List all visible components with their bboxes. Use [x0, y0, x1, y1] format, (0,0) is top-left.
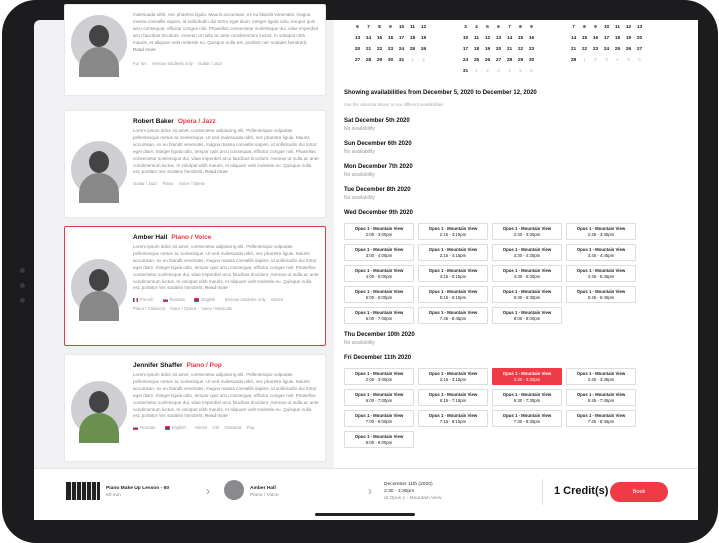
- booking-time: 2:30 - 3:30pm: [384, 489, 415, 494]
- teacher-tags: [133, 295, 319, 313]
- time-slot[interactable]: [492, 307, 562, 324]
- slot-time: 5:45 - 6:45pm: [587, 294, 615, 300]
- calendar-day[interactable]: 2: [422, 58, 425, 63]
- calendar-day[interactable]: 27: [636, 47, 643, 52]
- avatar: [71, 141, 127, 197]
- tag: Piano: [162, 181, 174, 187]
- teacher-bio: malesuada nibh, nec pharetra ligula. Mauris accumsan, ex eu blandit venenatis, magna massa convallis sapien, id sollicitudin dui tortor eget diam. Integer ligula odio, tempor quis arcu consequat, efficitur congue nisl. Phasellus consectetur scelerisque dui, vitae imperdiet arcu faucibus tincidunt. Aenean ut nulla ac ante condimentum luctus. In volutpat nibh mauris, et aliquam velit molestie eu. Quisque nulla est, porttitor nec sodales hendrerit, Read more: [133, 12, 319, 52]
- slot-location: Opus 1 - Mountain View: [576, 391, 626, 397]
- slot-location: Opus 1 - Mountain View: [428, 370, 478, 376]
- calendar-day[interactable]: 29: [376, 58, 383, 63]
- day-title: Thu December 10th 2020: [344, 332, 415, 338]
- calendar-day[interactable]: 24: [398, 47, 405, 52]
- calendar-day[interactable]: 14: [570, 36, 577, 41]
- time-slot[interactable]: [344, 223, 414, 240]
- teacher-tags: [133, 179, 319, 188]
- slot-location: Opus 1 - Mountain View: [354, 391, 404, 397]
- calendar-day[interactable]: 1: [411, 58, 414, 63]
- calendar-month[interactable]: [352, 22, 429, 66]
- calendar-day[interactable]: 11: [614, 25, 621, 30]
- slot-location: Opus 1 - Mountain View: [576, 246, 626, 252]
- calendar-day[interactable]: 6: [356, 25, 359, 30]
- time-slot[interactable]: [418, 410, 488, 427]
- slot-location: Opus 1 - Mountain View: [576, 412, 626, 418]
- tag: Pop: [246, 425, 255, 431]
- chevron-right-icon: ›: [368, 484, 372, 498]
- calendar-day[interactable]: 19: [484, 47, 491, 52]
- calendar-day[interactable]: 26: [484, 58, 491, 63]
- time-slot[interactable]: [344, 410, 414, 427]
- calendar-week: [352, 33, 429, 44]
- teacher-genre: Piano / Pop: [186, 362, 222, 369]
- slot-location: Opus 1 - Mountain View: [428, 309, 478, 315]
- calendar-day[interactable]: 4: [475, 25, 478, 30]
- calendar-day[interactable]: 13: [354, 36, 361, 41]
- teacher-genre: Piano / Voice: [171, 234, 212, 241]
- calendar-day[interactable]: 31: [398, 58, 405, 63]
- slot-location: Opus 1 - Mountain View: [502, 246, 552, 252]
- read-more-link[interactable]: Read more: [205, 413, 228, 419]
- calendar-day[interactable]: 22: [376, 47, 383, 52]
- slot-location: Opus 1 - Mountain View: [576, 225, 626, 231]
- calendar-day[interactable]: 7: [572, 25, 575, 30]
- tag: Classical: [224, 425, 242, 431]
- uk-flag-icon: [165, 426, 170, 430]
- day-title: Sat December 5th 2020: [344, 118, 410, 124]
- calendar-day[interactable]: 16: [592, 36, 599, 41]
- slot-location: Opus 1 - Mountain View: [428, 412, 478, 418]
- calendar-day[interactable]: 20: [636, 36, 643, 41]
- footer-teacher-genre: Piano / Voice: [250, 493, 279, 498]
- calendar-day[interactable]: 7: [508, 25, 511, 30]
- teacher-name: Jennifer Shaffer Piano / Pop: [133, 362, 222, 369]
- calendar-day[interactable]: 11: [473, 36, 480, 41]
- time-slot-grid: [344, 368, 636, 448]
- slot-location: Opus 1 - Mountain View: [502, 225, 552, 231]
- slot-time: 7:45 - 8:45pm: [587, 418, 615, 424]
- russia-flag-icon: [163, 298, 168, 302]
- no-availability-text: No availability: [344, 126, 375, 132]
- calendar-month[interactable]: [460, 22, 537, 77]
- calendar-day[interactable]: 6: [530, 69, 533, 74]
- slot-time: 6:30 - 7:30pm: [513, 397, 541, 403]
- calendar-day[interactable]: 13: [636, 25, 643, 30]
- slot-time: 7:15 - 8:15pm: [439, 418, 467, 424]
- language-tag: French: [133, 297, 157, 302]
- time-slot[interactable]: [418, 223, 488, 240]
- time-slot[interactable]: [418, 265, 488, 282]
- time-slot[interactable]: [566, 410, 636, 427]
- calendar-hint: Use the calendar above to see different availabilities: [344, 102, 444, 107]
- time-slot[interactable]: [492, 223, 562, 240]
- calendar-day[interactable]: 18: [473, 47, 480, 52]
- slot-time: 4:00 - 5:00pm: [365, 273, 393, 279]
- slot-time: 2:15 - 3:15pm: [439, 376, 467, 382]
- slot-time: 7:45 - 8:45pm: [439, 315, 467, 321]
- slot-location: Opus 1 - Mountain View: [354, 370, 404, 376]
- calendar-day[interactable]: 14: [506, 36, 513, 41]
- time-slot[interactable]: [344, 431, 414, 448]
- slot-time: 6:00 - 7:00pm: [365, 315, 393, 321]
- calendar-week: [568, 33, 645, 44]
- calendar-day[interactable]: 11: [409, 25, 416, 30]
- day-title: Fri December 11th 2020: [344, 355, 412, 361]
- app-screen: [34, 12, 698, 520]
- russia-flag-icon: [133, 426, 138, 430]
- teacher-card[interactable]: [64, 4, 326, 96]
- time-slot[interactable]: [492, 244, 562, 261]
- slot-time: 3:00 - 4:00pm: [365, 252, 393, 258]
- slot-location: Opus 1 - Mountain View: [502, 370, 552, 376]
- slot-time: 5:15 - 6:15pm: [439, 294, 467, 300]
- footer-teacher-name: Amber Hall: [250, 486, 276, 491]
- tag: Piano / Classical: [133, 306, 165, 312]
- slot-time: 2:30 - 3:30pm: [513, 231, 541, 237]
- slot-location: Opus 1 - Mountain View: [576, 267, 626, 273]
- teacher-bio: Lorem ipsum dolor sit amet, consectetur adipiscing elit. Pellentesque vulputate pellentesque metus ac scelerisque. Ut sed malesuada nibh, nec pharetra ligula. Mauris accumsan, ex eu blandit venenatis, magna massa convallis sapien, id sollicitudin dui tortor eget diam. Integer ligula odio, tempor quis arcu consequat, efficitur congue nisl. Phasellus consectetur scelerisque dui, vitae imperdiet arcu faucibus tincidunt. Aenean ut nulla ac ante condimentum luctus. In volutpat nibh mauris, et aliquam velit molestie eu. Quisque nulla est, porttitor nec sodales hendrerit, Read more: [133, 128, 319, 175]
- slot-location: Opus 1 - Mountain View: [428, 288, 478, 294]
- calendar-day[interactable]: 9: [530, 25, 533, 30]
- teacher-bio: Lorem ipsum dolor sit amet, consectetur adipiscing elit. Pellentesque vulputate pellentesque metus ac scelerisque. Ut sed malesuada nibh, nec pharetra ligula. Mauris accumsan, ex eu blandit venenatis, magna massa convallis sapien, id sollicitudin dui tortor eget diam. Integer ligula odio, tempor quis arcu consequat, efficitur congue nisl. Phasellus consectetur scelerisque dui, vitae imperdiet arcu faucibus tincidunt. Aenean ut nulla ac ante condimentum luctus. In volutpat nibh mauris, et aliquam velit molestie eu. Quisque nulla est, porttitor nec sodales hendrerit, Read more: [133, 372, 319, 419]
- calendar-day[interactable]: 19: [625, 36, 632, 41]
- time-slot[interactable]: [344, 368, 414, 385]
- calendar-week: [568, 55, 645, 66]
- tablet-side-button: [20, 298, 25, 303]
- slot-location: Opus 1 - Mountain View: [354, 267, 404, 273]
- teacher-genre: Opera / Jazz: [177, 118, 216, 125]
- calendar-week: [352, 44, 429, 55]
- slot-location: Opus 1 - Mountain View: [354, 309, 404, 315]
- teacher-avatar: [224, 480, 244, 500]
- calendar-day[interactable]: 1: [475, 69, 478, 74]
- slot-time: 3:30 - 4:30pm: [513, 252, 541, 258]
- language-tag: English: [165, 425, 190, 430]
- calendar-day[interactable]: 23: [592, 47, 599, 52]
- calendar-day[interactable]: 3: [497, 69, 500, 74]
- calendar-week: [460, 66, 537, 77]
- home-indicator: [315, 513, 415, 516]
- calendar-day[interactable]: 10: [398, 25, 405, 30]
- tag: Guitar / Jazz: [198, 61, 223, 67]
- teacher-card[interactable]: [64, 354, 326, 462]
- language-tag: Russian: [163, 297, 190, 302]
- calendar-day[interactable]: 19: [420, 36, 427, 41]
- slot-location: Opus 1 - Mountain View: [354, 225, 404, 231]
- slot-time: 8:00 - 9:00pm: [513, 315, 541, 321]
- time-slot[interactable]: [418, 389, 488, 406]
- tag: CM: [212, 425, 220, 431]
- tag: For fun: [133, 61, 147, 67]
- teacher-card-selected[interactable]: [64, 226, 326, 346]
- france-flag-icon: [133, 298, 138, 302]
- slot-time: 6:15 - 7:15pm: [439, 397, 467, 403]
- time-slot[interactable]: [492, 410, 562, 427]
- booking-location: at Opus 1 - Mountain View: [384, 496, 442, 501]
- read-more-link[interactable]: Read more: [133, 46, 156, 52]
- teacher-tags: [133, 59, 319, 68]
- slot-time: 7:30 - 8:30pm: [513, 418, 541, 424]
- calendar-day[interactable]: 15: [376, 36, 383, 41]
- slot-time: 5:30 - 6:30pm: [513, 294, 541, 300]
- calendar-day[interactable]: 10: [603, 25, 610, 30]
- slot-location: Opus 1 - Mountain View: [502, 267, 552, 273]
- slot-location: Opus 1 - Mountain View: [502, 391, 552, 397]
- calendar-day[interactable]: 20: [354, 47, 361, 52]
- time-slot[interactable]: [566, 368, 636, 385]
- credit-count: 1 Credit(s): [554, 485, 609, 497]
- chevron-right-icon: ›: [206, 484, 210, 498]
- slot-time: 2:15 - 3:15pm: [439, 231, 467, 237]
- time-slot[interactable]: [418, 307, 488, 324]
- day-title: Mon December 7th 2020: [344, 164, 413, 170]
- calendar-day[interactable]: 28: [506, 58, 513, 63]
- no-availability-text: No availability: [344, 149, 375, 155]
- uk-flag-icon: [194, 298, 199, 302]
- slot-location: Opus 1 - Mountain View: [502, 412, 552, 418]
- calendar-day[interactable]: 26: [625, 47, 632, 52]
- calendar-day[interactable]: 14: [365, 36, 372, 41]
- calendar-day[interactable]: 24: [462, 58, 469, 63]
- calendar-month[interactable]: [568, 22, 645, 66]
- no-availability-text: No availability: [344, 195, 375, 201]
- time-slot[interactable]: [344, 286, 414, 303]
- time-slot[interactable]: [344, 389, 414, 406]
- tag: Serious students only: [224, 297, 266, 303]
- calendar-day[interactable]: 10: [462, 36, 469, 41]
- slot-time: 2:45 - 3:45pm: [587, 231, 615, 237]
- slot-time: 2:00 - 3:00pm: [365, 376, 393, 382]
- teacher-tags: [133, 423, 319, 432]
- tag: Serious students only: [151, 61, 193, 67]
- tablet-side-button: [20, 268, 25, 273]
- teacher-name: Robert Baker Opera / Jazz: [133, 118, 216, 125]
- time-slot[interactable]: [566, 265, 636, 282]
- tag: Voice / Opera: [178, 181, 205, 187]
- tag: Abrsm: [194, 425, 208, 431]
- calendar-day[interactable]: 5: [519, 69, 522, 74]
- calendar-week: [460, 55, 537, 66]
- calendar-day[interactable]: 21: [365, 47, 372, 52]
- calendar-day[interactable]: 20: [495, 47, 502, 52]
- calendar-day[interactable]: 4: [616, 58, 619, 63]
- calendar-week: [568, 22, 645, 33]
- language-tag: English: [194, 297, 219, 302]
- slot-time: 6:45 - 7:45pm: [587, 397, 615, 403]
- calendar-day[interactable]: 3: [464, 25, 467, 30]
- calendar-day[interactable]: 8: [583, 25, 586, 30]
- calendar-week: [460, 44, 537, 55]
- calendar-day[interactable]: 28: [365, 58, 372, 63]
- calendar-day[interactable]: 25: [409, 47, 416, 52]
- calendar-day[interactable]: 16: [387, 36, 394, 41]
- avatar: [71, 259, 127, 315]
- calendar-day[interactable]: 23: [387, 47, 394, 52]
- teacher-bio: Lorem ipsum dolor sit amet, consectetur adipiscing elit. Pellentesque vulputate pellentesque metus ac scelerisque. Ut sed malesuada nibh, nec pharetra ligula. Mauris accumsan, ex eu blandit venenatis, magna massa convallis sapien, id sollicitudin dui tortor eget diam. Integer ligula odio, tempor quis arcu consequat, efficitur congue nisl. Phasellus consectetur scelerisque dui, vitae imperdiet arcu faucibus tincidunt. Aenean ut nulla ac ante condimentum luctus. In volutpat nibh mauris, et aliquam velit molestie eu. Quisque nulla est, porttitor nec sodales hendrerit, Read more: [133, 244, 319, 291]
- availability-panel: [334, 20, 698, 468]
- time-slot[interactable]: [492, 286, 562, 303]
- teacher-name: Amber Hall Piano / Voice: [133, 234, 212, 241]
- read-more-link[interactable]: Read more: [205, 285, 228, 291]
- booking-date: December 11th (2020): [384, 482, 433, 487]
- calendar-day[interactable]: 15: [517, 36, 524, 41]
- tablet-frame: [2, 0, 718, 543]
- time-slot[interactable]: [492, 389, 562, 406]
- time-slot[interactable]: [344, 307, 414, 324]
- slot-location: Opus 1 - Mountain View: [576, 288, 626, 294]
- slot-time: 2:30 - 3:30pm: [513, 376, 541, 382]
- calendar-day[interactable]: 30: [387, 58, 394, 63]
- calendar-day[interactable]: 22: [517, 47, 524, 52]
- calendar-day[interactable]: 7: [367, 25, 370, 30]
- calendar-day[interactable]: 21: [506, 47, 513, 52]
- teacher-list[interactable]: [34, 12, 334, 468]
- teacher-card[interactable]: [64, 110, 326, 218]
- calendar-day[interactable]: 30: [528, 58, 535, 63]
- day-title: Sun December 6th 2020: [344, 141, 412, 147]
- tablet-side-button: [20, 283, 25, 288]
- calendar-day[interactable]: 5: [486, 25, 489, 30]
- slot-time: 4:45 - 5:45pm: [587, 273, 615, 279]
- calendar-day[interactable]: 26: [420, 47, 427, 52]
- calendar-day[interactable]: 29: [517, 58, 524, 63]
- availability-range-title: Showing availabilities from December 5, 2020 to December 12, 2020: [344, 90, 537, 96]
- calendar-day[interactable]: 12: [420, 25, 427, 30]
- time-slot[interactable]: [566, 389, 636, 406]
- slot-location: Opus 1 - Mountain View: [354, 412, 404, 418]
- read-more-link[interactable]: Read more: [205, 169, 228, 175]
- calendar-day[interactable]: 13: [495, 36, 502, 41]
- calendar-day[interactable]: 9: [594, 25, 597, 30]
- calendar-day[interactable]: 8: [378, 25, 381, 30]
- calendar-day[interactable]: 8: [519, 25, 522, 30]
- time-slot[interactable]: [566, 244, 636, 261]
- calendar-day[interactable]: 22: [581, 47, 588, 52]
- time-slot[interactable]: [566, 223, 636, 240]
- calendar-day[interactable]: 16: [528, 36, 535, 41]
- calendar-day[interactable]: 25: [614, 47, 621, 52]
- calendar-day[interactable]: 21: [570, 47, 577, 52]
- time-slot[interactable]: [492, 265, 562, 282]
- divider: [542, 479, 543, 505]
- calendar-day[interactable]: 27: [354, 58, 361, 63]
- calendar-day[interactable]: 31: [462, 69, 469, 74]
- slot-location: Opus 1 - Mountain View: [428, 225, 478, 231]
- slot-time: 4:30 - 5:30pm: [513, 273, 541, 279]
- calendar-week: [460, 22, 537, 33]
- calendar-day[interactable]: 12: [625, 25, 632, 30]
- slot-location: Opus 1 - Mountain View: [354, 433, 404, 439]
- calendar-day[interactable]: 17: [398, 36, 405, 41]
- calendar-week: [460, 33, 537, 44]
- time-slot[interactable]: [418, 244, 488, 261]
- time-slot[interactable]: [344, 265, 414, 282]
- slot-location: Opus 1 - Mountain View: [428, 391, 478, 397]
- lesson-title: Piano Make Up Lesson - 60: [106, 486, 170, 491]
- slot-location: Opus 1 - Mountain View: [428, 246, 478, 252]
- slot-time: 3:15 - 4:15pm: [439, 252, 467, 258]
- calendar-day[interactable]: 24: [603, 47, 610, 52]
- day-title: Tue December 8th 2020: [344, 187, 411, 193]
- calendar-week: [352, 55, 429, 66]
- tag: Voice / Opera: [169, 306, 197, 312]
- calendar-day[interactable]: 27: [495, 58, 502, 63]
- book-button[interactable]: Book: [610, 482, 668, 502]
- slot-location: Opus 1 - Mountain View: [354, 246, 404, 252]
- slot-time: 4:15 - 5:15pm: [439, 273, 467, 279]
- slot-location: Opus 1 - Mountain View: [354, 288, 404, 294]
- calendar-week: [352, 22, 429, 33]
- calendar-day[interactable]: 6: [638, 58, 641, 63]
- calendar-day[interactable]: 18: [409, 36, 416, 41]
- slot-time: 5:00 - 6:00pm: [365, 294, 393, 300]
- calendar-day[interactable]: 1: [583, 58, 586, 63]
- calendar-day[interactable]: 28: [570, 58, 577, 63]
- calendar-day[interactable]: 4: [508, 69, 511, 74]
- time-slot[interactable]: [344, 244, 414, 261]
- slot-location: Opus 1 - Mountain View: [428, 267, 478, 273]
- slot-time: 2:00 - 3:00pm: [365, 231, 393, 237]
- slot-location: Opus 1 - Mountain View: [576, 370, 626, 376]
- calendar-day[interactable]: 5: [627, 58, 630, 63]
- slot-location: Opus 1 - Mountain View: [502, 288, 552, 294]
- no-availability-text: No availability: [344, 172, 375, 178]
- calendar-day[interactable]: 25: [473, 58, 480, 63]
- no-availability-text: No availability: [344, 340, 375, 346]
- calendar-day[interactable]: 23: [528, 47, 535, 52]
- slot-time: 3:45 - 4:45pm: [587, 252, 615, 258]
- time-slot-grid: [344, 223, 636, 324]
- calendar-week: [568, 44, 645, 55]
- piano-keys-thumbnail: [66, 482, 100, 500]
- slot-time: 2:45 - 3:45pm: [587, 376, 615, 382]
- calendar-day[interactable]: 6: [497, 25, 500, 30]
- calendar-day[interactable]: 15: [581, 36, 588, 41]
- slot-time: 7:00 - 8:00pm: [365, 418, 393, 424]
- time-slot[interactable]: [418, 368, 488, 385]
- slot-time: 8:00 - 9:00pm: [365, 439, 393, 445]
- time-slot[interactable]: [566, 286, 636, 303]
- calendar-day[interactable]: 12: [484, 36, 491, 41]
- lesson-duration: 60 min: [106, 493, 121, 498]
- time-slot-selected[interactable]: [492, 368, 562, 385]
- tag: Voice / Musicals: [201, 306, 233, 312]
- time-slot[interactable]: [418, 286, 488, 303]
- calendar-day[interactable]: 2: [594, 58, 597, 63]
- slot-time: 6:00 - 7:00pm: [365, 397, 393, 403]
- avatar: [71, 381, 127, 437]
- calendar-day[interactable]: 17: [462, 47, 469, 52]
- calendar-day[interactable]: 3: [605, 58, 608, 63]
- calendar-day[interactable]: 17: [603, 36, 610, 41]
- tag: Abrsm: [270, 297, 284, 303]
- calendar-day[interactable]: 2: [486, 69, 489, 74]
- language-tag: Russian: [133, 425, 160, 430]
- slot-location: Opus 1 - Mountain View: [502, 309, 552, 315]
- calendar-day[interactable]: 9: [389, 25, 392, 30]
- avatar: [71, 15, 127, 71]
- day-title: Wed December 9th 2020: [344, 210, 413, 216]
- tag: Guitar / Jazz: [133, 181, 158, 187]
- calendar-day[interactable]: 18: [614, 36, 621, 41]
